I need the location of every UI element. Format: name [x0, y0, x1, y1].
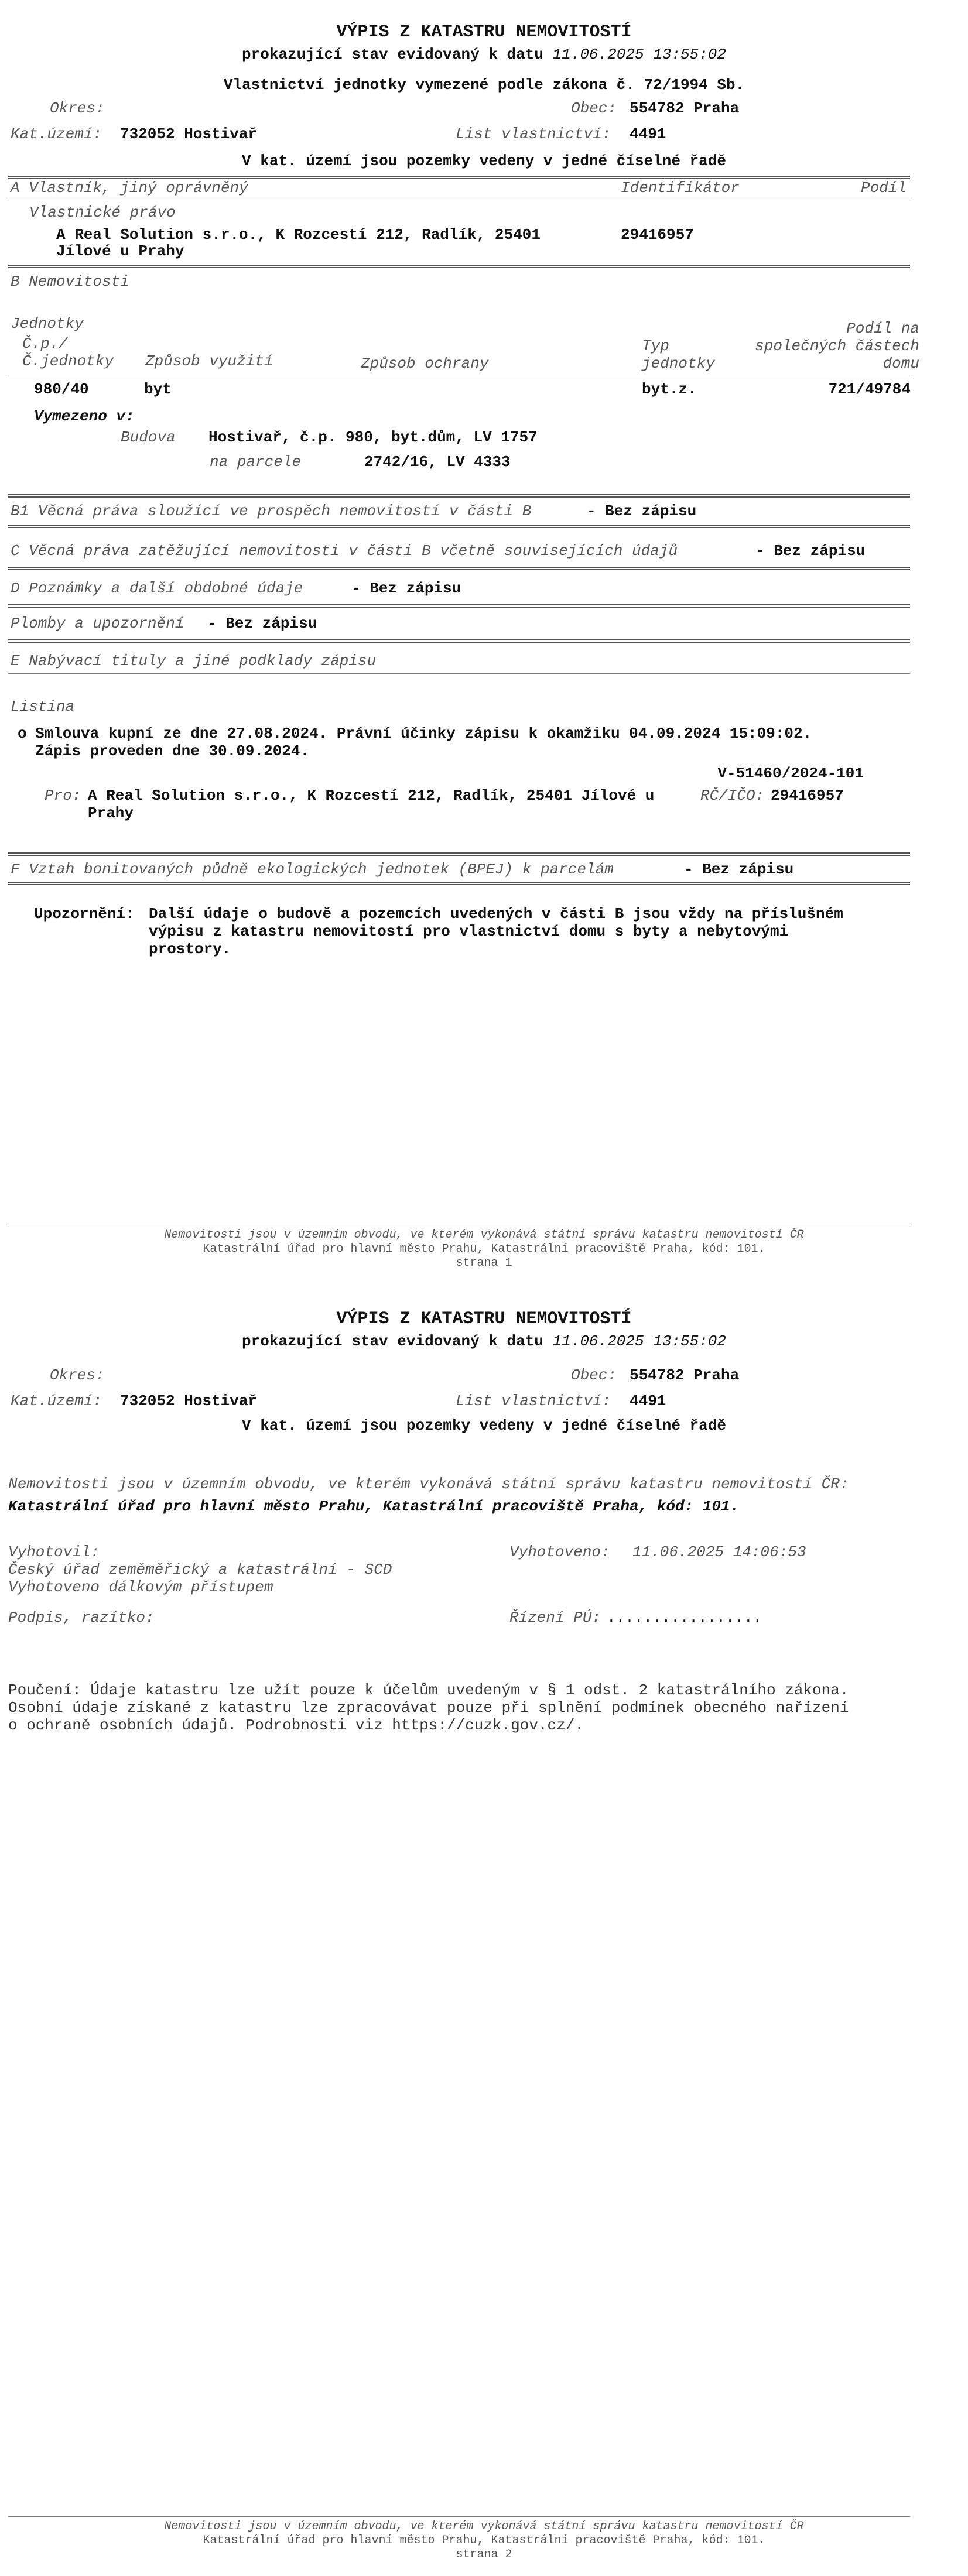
col-share-3: domu — [883, 355, 919, 372]
warning-line-1: Další údaje o budově a pozemcích uvedených v části B jsou vždy na příslušném — [149, 905, 843, 923]
section-f-value: - Bez zápisu — [684, 861, 794, 878]
territory-line-1: Nemovitosti jsou v územním obvodu, ve kterém vykonává státní správu katastru nemovitostí ČR: — [8, 1475, 849, 1493]
divider — [8, 642, 910, 643]
col-unit-no: Č.jednotky — [22, 352, 114, 370]
divider — [8, 569, 910, 570]
section-c-value: - Bez zápisu — [755, 542, 866, 560]
numbering-line: V kat. území jsou pozemky vedeny v jedné číselné řadě — [242, 152, 726, 170]
subtitle-prefix: prokazující stav evidovaný k datu — [242, 1332, 543, 1350]
col-share-1: Podíl na — [846, 320, 919, 337]
katuzemi-label: Kat.území: — [11, 125, 102, 143]
issued-by-line-2: Vyhotoveno dálkovým přístupem — [8, 1578, 273, 1596]
lv-label: List vlastnictví: — [456, 1392, 611, 1410]
numbering-line: V kat. území jsou pozemky vedeny v jedné číselné řadě — [242, 1417, 726, 1434]
seals-value: - Bez zápisu — [207, 615, 317, 632]
section-b1-value: - Bez zápisu — [587, 502, 697, 520]
section-b1-title: B1 Věcná práva sloužící ve prospěch nemovitostí v části B — [11, 502, 532, 520]
doc-line-2: Zápis proveden dne 30.09.2024. — [35, 742, 310, 760]
obec-value: 554782 Praha — [630, 1366, 740, 1384]
parcel-label: na parcele — [210, 453, 302, 471]
obec-label: Obec: — [571, 1366, 617, 1384]
section-e-title: E Nabývací tituly a jiné podklady zápisu — [11, 652, 377, 670]
section-c-title: C Věcná práva zatěžující nemovitosti v části B včetně souvisejících údajů — [11, 542, 678, 560]
divider — [8, 525, 910, 526]
footer-line-2: Katastrální úřad pro hlavní město Prahu, Katastrální pracoviště Praha, kód: 101. — [203, 2534, 765, 2547]
unit-no: 980/40 — [34, 381, 89, 398]
divider — [8, 267, 910, 268]
ownership-right-label: Vlastnické právo — [29, 204, 176, 221]
section-d-value: - Bez zápisu — [351, 580, 461, 597]
rc-value: 29416957 — [771, 787, 844, 804]
page-number: strana 2 — [456, 2548, 512, 2561]
col-identifier: Identifikátor — [621, 179, 740, 197]
divider — [8, 527, 910, 528]
obec-label: Obec: — [571, 100, 617, 117]
proceeding-label: Řízení PÚ: — [509, 1609, 601, 1626]
divider — [8, 496, 910, 498]
divider — [8, 673, 910, 674]
subtitle-date: 11.06.2025 13:55:02 — [552, 1332, 726, 1350]
instruction-line-3: o ochraně osobních údajů. Podrobnosti viz https://cuzk.gov.cz/. — [8, 1717, 584, 1734]
okres-label: Okres: — [50, 1366, 105, 1384]
issued-by-line-1: Český úřad zeměměřický a katastrální - SCD — [8, 1561, 392, 1578]
subtitle-date: 11.06.2025 13:55:02 — [552, 46, 726, 63]
page-subtitle — [0, 46, 968, 63]
divider — [8, 884, 910, 885]
building-value: Hostivař, č.p. 980, byt.dům, LV 1757 — [208, 429, 538, 446]
issued-on-value: 11.06.2025 14:06:53 — [632, 1543, 806, 1561]
unit-use: byt — [144, 381, 172, 398]
katuzemi-value: 732052 Hostivař — [120, 1392, 258, 1410]
katuzemi-value: 732052 Hostivař — [120, 125, 258, 143]
footer-line-2: Katastrální úřad pro hlavní město Prahu, Katastrální pracoviště Praha, kód: 101. — [203, 1242, 765, 1256]
col-type-1: Typ — [642, 337, 669, 355]
instruction-line-1: Poučení: Údaje katastru lze užít pouze k účelům uvedeným v § 1 odst. 2 katastrálního zákona. — [8, 1681, 849, 1699]
proceeding-value: ................. — [607, 1609, 762, 1626]
okres-label: Okres: — [50, 100, 105, 117]
subtitle-prefix: prokazující stav evidovaný k datu — [242, 46, 543, 63]
col-cp: Č.p./ — [22, 335, 69, 352]
divider — [8, 855, 910, 856]
section-d-title: D Poznámky a další obdobné údaje — [11, 580, 303, 597]
list-bullet: o — [18, 725, 27, 742]
divider — [8, 852, 910, 854]
page-title: VÝPIS Z KATASTRU NEMOVITOSTÍ — [336, 1309, 632, 1329]
doc-line-1: Smlouva kupní ze dne 27.08.2024. Právní účinky zápisu k okamžiku 04.09.2024 15:09:02. — [35, 725, 812, 742]
divider — [8, 567, 910, 568]
obec-value: 554782 Praha — [630, 100, 740, 117]
col-share-2: společných částech — [755, 337, 919, 355]
col-share: Podíl — [861, 179, 907, 197]
owner-id: 29416957 — [621, 226, 694, 244]
lv-value: 4491 — [630, 1392, 666, 1410]
territory-line-2: Katastrální úřad pro hlavní město Prahu, Katastrální pracoviště Praha, kód: 101. — [8, 1498, 740, 1515]
lv-label: List vlastnictví: — [456, 125, 611, 143]
divider — [8, 882, 910, 883]
divider — [8, 604, 910, 605]
section-b-title: B Nemovitosti — [11, 273, 129, 290]
listina-label: Listina — [11, 698, 75, 715]
warning-label: Upozornění: — [34, 905, 135, 923]
page-number: strana 1 — [456, 1256, 512, 1270]
katuzemi-label: Kat.území: — [11, 1392, 102, 1410]
footer-line-1: Nemovitosti jsou v územním obvodu, ve kterém vykonává státní správu katastru nemovitostí ČR — [164, 1228, 804, 1242]
lv-value: 4491 — [630, 125, 666, 143]
divider — [8, 639, 910, 640]
section-a-title: A Vlastník, jiný oprávněný — [11, 179, 248, 197]
rc-label: RČ/IČO: — [700, 787, 765, 804]
page-subtitle — [0, 1332, 968, 1350]
divider — [8, 607, 910, 608]
col-use: Způsob využití — [145, 352, 273, 370]
section-f-title: F Vztah bonitovaných půdně ekologických jednotek (BPEJ) k parcelám — [11, 861, 614, 878]
warning-line-2: výpisu z katastru nemovitostí pro vlastnictví domu s byty a nebytovými — [149, 923, 789, 940]
parcel-value: 2742/16, LV 4333 — [364, 453, 511, 471]
seals-title: Plomby a upozornění — [11, 615, 184, 632]
unit-type: byt.z. — [642, 381, 697, 398]
col-type-2: jednotky — [642, 355, 715, 372]
page-title: VÝPIS Z KATASTRU NEMOVITOSTÍ — [336, 22, 632, 42]
pro-line-1: A Real Solution s.r.o., K Rozcestí 212, Radlík, 25401 Jílové u — [88, 787, 655, 804]
col-protection: Způsob ochrany — [361, 355, 489, 372]
law-line: Vlastnictví jednotky vymezené podle zákona č. 72/1994 Sb. — [223, 76, 745, 94]
owner-line-1: A Real Solution s.r.o., K Rozcestí 212, Radlík, 25401 — [56, 226, 541, 244]
owner-line-2: Jílové u Prahy — [56, 242, 184, 260]
col-units: Jednotky — [11, 315, 84, 333]
defined-in: Vymezeno v: — [34, 407, 135, 425]
instruction-line-2: Osobní údaje získané z katastru lze zpracovávat pouze při splnění podmínek obecného nařízení — [8, 1699, 849, 1717]
footer-line-1: Nemovitosti jsou v územním obvodu, ve kterém vykonává státní správu katastru nemovitostí ČR — [164, 2520, 804, 2533]
divider — [8, 494, 910, 495]
unit-share: 721/49784 — [828, 381, 911, 398]
pro-line-2: Prahy — [88, 804, 134, 822]
footer-divider — [8, 2516, 910, 2517]
divider — [8, 176, 910, 177]
issued-on-label: Vyhotoveno: — [509, 1543, 610, 1561]
issued-by-label: Vyhotovil: — [8, 1543, 100, 1561]
warning-line-3: prostory. — [149, 940, 231, 958]
doc-ref: V-51460/2024-101 — [717, 765, 864, 782]
signature-label: Podpis, razítko: — [8, 1609, 155, 1626]
divider — [8, 265, 910, 266]
pro-label: Pro: — [45, 787, 81, 804]
building-label: Budova — [121, 429, 176, 446]
